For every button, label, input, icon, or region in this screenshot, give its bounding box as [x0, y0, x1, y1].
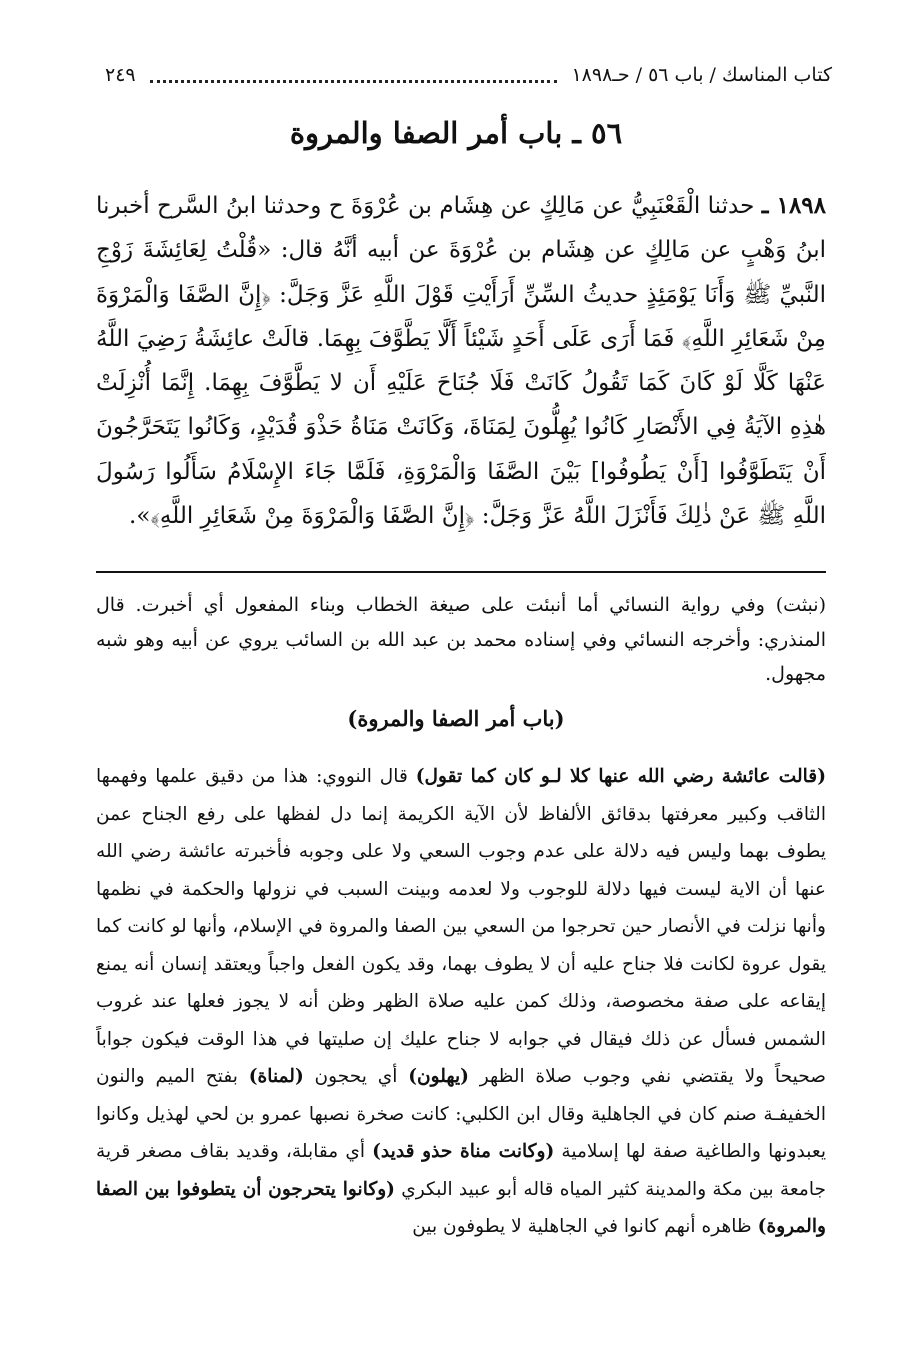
- chapter-title: ٥٦ ـ باب أمر الصفا والمروة: [289, 116, 623, 150]
- running-header-title: كتاب المناسك / باب ٥٦ / حـ١٨٩٨: [571, 64, 832, 86]
- commentary-heading: (باب أمر الصفا والمروة): [347, 706, 565, 731]
- commentary-bold-phrase: (وكانت مناة حذو قديد): [372, 1141, 555, 1162]
- hadith-text: حدثنا الْقَعْنَبِيُّ عن مَالِكٍ عن هِشَام بن عُرْوَةَ ح وحدثنا ابنُ السَّرح أخبرنا ابنُ وَهْبٍ عن مَالِكٍ عن هِشَام بن عُرْوَةَ عن أبيه أنَّهُ قال: «قُلْتُ لِعَائِشَةَ زَوْجِ النَّبيِّ ﷺ وَأَنَا يَوْمَئِذٍ حديثُ السِّنِّ أَرَأَيْتِ قَوْلَ اللَّهِ عَزَّ وَجَلَّ: ﴿إِنَّ الصَّفَا وَالْمَرْوَةَ مِنْ شَعَائِرِ اللَّهِ﴾ فَمَا أَرَى عَلَى أَحَدٍ شَيْئاً أَلَّا يَطَّوَّفَ بِهِمَا. قالَتْ عائِشَةُ رَضِيَ اللَّهُ عَنْهَا كَلَّا لَوْ كَانَ كَمَا تَقُولُ كَانَتْ فَلَا جُنَاحَ عَلَيْهِ أَن لا يَطَّوَّفَ بِهِمَا. إِنَّمَا أُنْزِلَتْ هٰذِهِ الآيَةُ فِي الأَنْصَارِ كَانُوا يُهِلُّونَ لِمَنَاةَ، وَكَانَتْ مَنَاةُ حَذْوَ قُدَيْدٍ، وَكَانُوا يَتَحَرَّجُونَ أَنْ يَتَطَوَّفُوا [أَنْ يَطُوفُوا] بَيْنَ الصَّفَا وَالْمَرْوَةِ، فَلَمَّا جَاءَ الإِسْلَامُ سَأَلُوا رَسُولَ اللَّهِ ﷺ عَنْ ذٰلِكَ فَأَنْزَلَ اللَّهُ عَزَّ وَجَلَّ: ﴿إِنَّ الصَّفَا وَالْمَرْوَةَ مِنْ شَعَائِرِ اللَّهِ﴾».: [96, 193, 826, 530]
- hadith-number: ١٨٩٨ ـ: [761, 192, 827, 219]
- commentary-bold-phrase: (وكانوا يتحرجون أن يتطوفوا بين الصفا والمروة): [96, 1178, 826, 1237]
- footnote-note: (نبثت) وفي رواية النسائي أما أنبئت على صيغة الخطاب وبناء المفعول أي أخبرت. قال المنذري: وأخرجه النسائي وفي إسناده محمد بن عبد الله بن السائب يروي عن أبيه وهو شبه مجهول.: [96, 594, 826, 685]
- commentary-bold-phrase: (يهلون): [408, 1066, 469, 1087]
- running-header: [105, 60, 832, 90]
- commentary-body: [96, 758, 826, 1246]
- footnote-divider: [96, 571, 826, 573]
- commentary-text: أي يحجون: [303, 1066, 409, 1087]
- commentary-bold-phrase: (قالت عائشة رضي الله عنها كلا لـو كان كما تقول): [415, 766, 826, 787]
- commentary-text: ظاهره أنهم كانوا في الجاهلية لا يطوفون بين: [412, 1216, 758, 1237]
- hadith-text-block: [96, 184, 826, 538]
- commentary-text: أي مقابلة، وقديد بقاف مصغر قرية جامعة بين مكة والمدينة كثير المياه قاله أبو عبيد البكري: [96, 1141, 826, 1200]
- leader-dots: [150, 68, 558, 83]
- commentary-text: بفتح الميم والنون الخفيفـة صنم كان في الجاهلية وقال ابن الكلبي: كانت صخرة نصبها عمرو بن لحي لهذيل وكانوا يعبدونها والطاغية صفة لها إسلامية: [96, 1066, 826, 1162]
- commentary-text: قال النووي: هذا من دقيق علمها وفهمها الثاقب وكبير معرفتها بدقائق الألفاظ لأن الآية الكريمة إنما دل لفظها على رفع الجناح عمن يطوف بهما وليس فيه دلالة على عدم وجوب السعي ولا على وجوبه فأخبرته عائشة رضي الله عنها أن الاية ليست فيها دلالة للوجوب ولا لعدمه وبينت السبب في نزولها والحكمة في نظمها وأنها نزلت في الأنصار حين تحرجوا من السعي بين الصفا والمروة في الإسلام، وأنها لو كانت كما يقول عروة لكانت فلا جناح عليه أن لا يطوف بهما، وقد يكون الفعل واجباً ويعتقد إنسان أنه يمنع إيقاعه على صفة مخصوصة، وذلك كمن عليه صلاة الظهر وظن أنه لا يجوز فعلها عند غروب الشمس فسأل عن ذلك فيقال في جوابه لا جناح عليك إن صليتها في هذا الوقت فيكون جواباً صحيحاً ولا يقتضي نفي وجوب صلاة الظهر: [96, 766, 826, 1087]
- page-number: ٢٤٩: [105, 64, 136, 86]
- commentary-bold-phrase: (لمناة): [248, 1066, 304, 1087]
